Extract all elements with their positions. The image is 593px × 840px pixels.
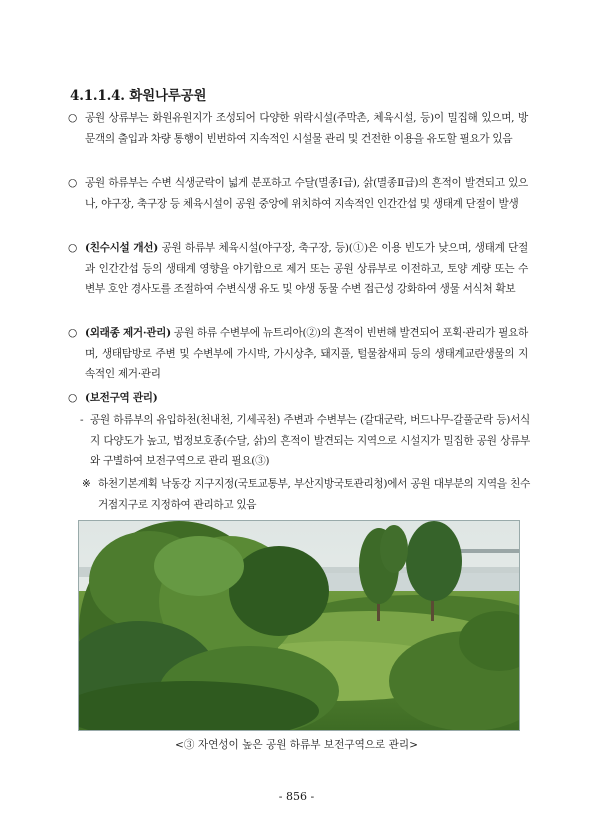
paragraph-text [85, 238, 528, 300]
dash-bullet-icon: - [80, 414, 84, 426]
paragraph-text [85, 323, 528, 385]
paragraph-conservation-zone [68, 388, 528, 409]
paragraph-invasive-species [68, 323, 528, 385]
bullet-circle-icon: ○ [68, 327, 77, 339]
bullet-circle-icon: ○ [68, 177, 77, 189]
figure-caption: <③ 자연성이 높은 공원 하류부 보전구역으로 관리> [175, 739, 418, 751]
paragraph-text: 공원 상류부는 화원유원지가 조성되어 다양한 위락시설(주막촌, 체육시설, 등)이 밀집해 있으며, 방문객의 출입과 차량 통행이 빈번하여 지속적인 시설물 관리 및 건전한 이용을 유도할 필요가 있음 [85, 112, 528, 145]
conservation-area-photo [78, 520, 520, 731]
bullet-circle-icon: ○ [68, 242, 77, 254]
paragraph-text: 공원 하류부는 수변 식생군락이 넓게 분포하고 수달(멸종Ⅰ급), 삵(멸종Ⅱ급)의 흔적이 발견되고 있으나, 야구장, 축구장 등 체육시설이 공원 중앙에 위치하여 지속적인 인간간섭 및 생태계 단절이 발생 [85, 177, 528, 210]
sub-bullet-text: 공원 하류부의 유입하천(천내천, 기세곡천) 주변과 수변부는 (갈대군락, 버드나무-갈풀군락 등)서식지 다양도가 높고, 법정보호종(수달, 삵)의 흔적이 발견되는 지역으로 시설지가 밀집한 공원 상류부와 구별하여 보전구역으로 관리 필요(③) [90, 414, 530, 467]
paragraph-upstream [68, 108, 528, 149]
paragraph-body: 공원 하류 수변부에 뉴트리아(②)의 흔적이 빈번해 발견되어 포획·관리가 필요하며, 생태탐방로 주변 및 수변부에 가시박, 가시상추, 돼지풀, 털물참새피 등의 생태계교란생물의 지속적인 제거·관리 [85, 327, 528, 380]
reference-note-text: 하천기본계획 낙동강 지구지정(국토교통부, 부산지방국토관리청)에서 공원 대부분의 지역을 친수거점지구로 지정하여 관리하고 있음 [98, 478, 530, 511]
sub-bullet-conservation [80, 410, 530, 472]
bullet-circle-icon: ○ [68, 112, 77, 124]
paragraph-waterfront-improvement [68, 238, 528, 300]
page-number: - 856 - [278, 790, 315, 803]
paragraph-body: 공원 하류부 체육시설(야구장, 축구장, 등)(①)은 이용 빈도가 낮으며, 생태계 단절과 인간간섭 등의 생태계 영향을 야기함으로 제거 또는 공원 상류부로 이전하고, 토양 계량 또는 수변부 호안 경사도를 조절하여 수변식생 유도 및 야생 동물 수변 접근성 강화하여 생물 서식처 확보 [85, 242, 528, 295]
paragraph-downstream [68, 173, 528, 214]
paragraph-lead: (보전구역 관리) [85, 392, 158, 404]
paragraph-lead: (외래종 제거·관리) [85, 327, 171, 339]
section-title: 4.1.1.4. 화원나루공원 [70, 88, 207, 104]
reference-note [82, 474, 530, 515]
paragraph-text [85, 388, 528, 409]
paragraph-lead: (친수시설 개선) [85, 242, 158, 254]
reference-mark-icon: ※ [82, 478, 91, 490]
bullet-circle-icon: ○ [68, 392, 77, 404]
